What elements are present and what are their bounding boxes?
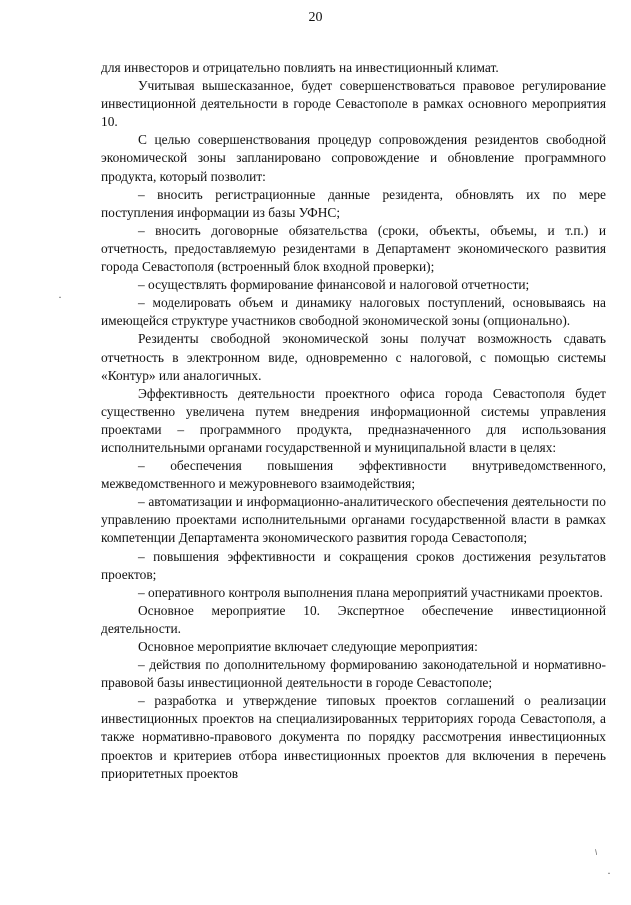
list-item: – обеспечения повышения эффективности внутриведомственного, межведомственного и межуровневого взаимодействия;	[101, 458, 606, 492]
paragraph: С целью совершенствования процедур сопровождения резидентов свободной экономической зоны запланировано сопровождение и обновление программного продукта, который позволит:	[101, 132, 606, 184]
paragraph-continuation: для инвесторов и отрицательно повлиять на инвестиционный климат.	[101, 60, 499, 75]
paragraph: Основное мероприятие включает следующие мероприятия:	[138, 639, 478, 654]
paragraph: Учитывая вышесказанное, будет совершенствоваться правовое регулирование инвестиционной деятельности в городе Севастополе в рамках основного мероприятия 10.	[101, 78, 606, 130]
paragraph: Эффективность деятельности проектного офиса города Севастополя будет существенно увеличена путем внедрения информационной системы управления проектами – программного продукта, предназначенного для использования исполнительными органами государственной и муниципальной власти в целях:	[101, 385, 606, 455]
list-item: – разработка и утверждение типовых проектов соглашений о реализации инвестиционных проектов на специализированных территориях города Севастополя, а также нормативно-правового документа по порядку рассмотрения инвестиционных проектов и критериев отбора инвестиционных проектов для включения в перечень приоритетных проектов	[101, 693, 606, 781]
list-item: – вносить регистрационные данные резидента, обновлять их по мере поступления информации из базы УФНС;	[101, 186, 606, 220]
scan-mark: ⸌	[588, 846, 602, 862]
list-item: – автоматизации и информационно-аналитического обеспечения деятельности по управлению проектами исполнительными органами государственной власти в рамках компетенции Департамента экономического развития города Севастополя;	[101, 494, 606, 546]
list-item: – осуществлять формирование финансовой и налоговой отчетности;	[138, 277, 530, 293]
list-item: – оперативного контроля выполнения плана мероприятий участниками проектов.	[138, 584, 603, 600]
page-number: 20	[308, 10, 323, 25]
document-body	[101, 59, 606, 783]
paragraph: Резиденты свободной экономической зоны получат возможность сдавать отчетность в электронном виде, одновременно с налоговой, с помощью системы «Контур» или аналогичных.	[101, 331, 606, 383]
scan-mark: ·	[607, 866, 611, 880]
list-item: – повышения эффективности и сокращения сроков достижения результатов проектов;	[101, 548, 606, 582]
list-item: – моделировать объем и динамику налоговых поступлений, основываясь на имеющейся структуре участников свободной экономической зоны (опционально).	[101, 295, 606, 329]
list-item: – действия по дополнительному формированию законодательной и нормативно-правовой базы инвестиционной деятельности в городе Севастополе;	[101, 657, 606, 691]
paragraph: Основное мероприятие 10. Экспертное обеспечение инвестиционной деятельности.	[101, 602, 606, 636]
list-item: – вносить договорные обязательства (сроки, объекты, объемы, и т.п.) и отчетность, предоставляемую резидентами в Департамент экономического развития города Севастополя (встроенный блок входной проверки);	[101, 222, 606, 275]
scan-speck: ·	[58, 290, 62, 304]
